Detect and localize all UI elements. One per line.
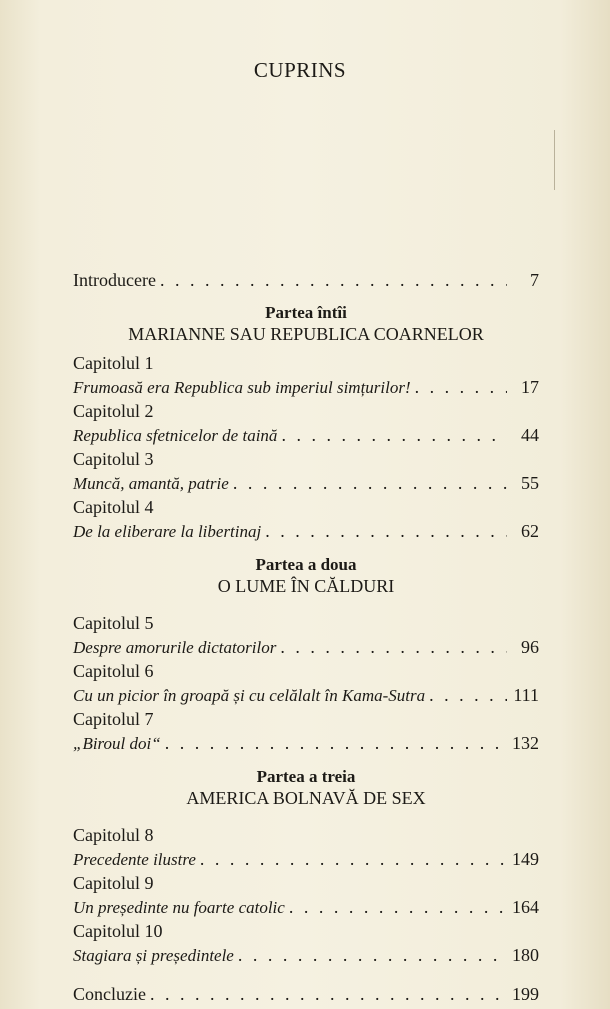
page-number: 164: [512, 897, 539, 917]
chapter-number: Capitolul 8: [73, 825, 154, 845]
chapter-title: De la eliberare la libertinaj: [73, 522, 262, 541]
page-number: 62: [521, 521, 539, 541]
chapter-title: Cu un picior în groapă și cu celălalt în Kama-Sutra: [73, 686, 426, 705]
chapter-title: „Biroul doi“: [73, 734, 161, 753]
toc-entry-chapter[interactable]: [73, 943, 539, 968]
part-title: AMERICA BOLNAVĂ DE SEX: [186, 788, 426, 808]
chapter-title: Muncă, amantă, patrie: [73, 474, 229, 493]
chapter-number: Capitolul 7: [73, 709, 154, 729]
chapter-list: [73, 824, 539, 968]
toc-entry-chapter[interactable]: [73, 423, 539, 448]
chapter-title: Republica sfetnicelor de taină: [73, 426, 278, 445]
part-title: O LUME ÎN CĂLDURI: [217, 576, 395, 596]
chapter-title: Precedente ilustre: [73, 850, 196, 869]
page-number: 132: [512, 733, 539, 753]
toc-entry-chapter[interactable]: [73, 519, 539, 544]
part-label: Partea a treia: [256, 767, 356, 786]
page-number: 149: [512, 849, 539, 869]
chapter-title: Stagiara și președintele: [73, 946, 234, 965]
toc-entry-chapter[interactable]: [73, 375, 539, 400]
table-of-contents: [73, 268, 539, 1006]
toc-entry-chapter[interactable]: [73, 847, 539, 872]
chapter-number: Capitolul 6: [73, 661, 154, 681]
dot-leader: [415, 375, 507, 399]
part-label: Partea a doua: [255, 555, 357, 574]
dot-leader: [200, 847, 507, 871]
dot-leader: [429, 683, 507, 707]
chapter-number: Capitolul 2: [73, 401, 154, 421]
dot-leader: [150, 982, 507, 1006]
dot-leader: [281, 423, 507, 447]
dot-leader: [238, 943, 507, 967]
page-number: 111: [513, 685, 539, 705]
page-number: 17: [521, 377, 539, 397]
toc-entry-chapter[interactable]: [73, 683, 539, 708]
part-heading: [73, 302, 539, 346]
dot-leader: [289, 895, 507, 919]
dot-leader: [160, 268, 507, 292]
toc-entry-chapter[interactable]: [73, 635, 539, 660]
toc-entry-conclusion[interactable]: [73, 982, 539, 1006]
part-title: MARIANNE SAU REPUBLICA COARNELOR: [128, 324, 484, 344]
chapter-title: Despre amorurile dictatorilor: [73, 638, 277, 657]
page-title: CUPRINS: [253, 58, 347, 82]
page-number: 44: [521, 425, 539, 445]
chapter-list: [73, 612, 539, 756]
page-number: 55: [521, 473, 539, 493]
dot-leader: [165, 731, 507, 755]
page-number: 199: [512, 984, 539, 1004]
chapter-number: Capitolul 10: [73, 921, 163, 941]
page-number: 180: [512, 945, 539, 965]
dot-leader: [265, 519, 507, 543]
chapter-title: Un președinte nu foarte catolic: [73, 898, 285, 917]
chapter-number: Capitolul 1: [73, 353, 154, 373]
page-number: 7: [530, 270, 539, 290]
entry-label: Introducere: [73, 270, 156, 290]
chapter-number: Capitolul 9: [73, 873, 154, 893]
page-number: 96: [521, 637, 539, 657]
bleed-through-mark: [554, 130, 555, 190]
chapter-list: [73, 352, 539, 544]
toc-entry-chapter[interactable]: [73, 731, 539, 756]
toc-entry-introduction[interactable]: [73, 268, 539, 292]
part-heading: [73, 554, 539, 598]
chapter-number: Capitolul 5: [73, 613, 154, 633]
toc-entry-chapter[interactable]: [73, 471, 539, 496]
dot-leader: [233, 471, 507, 495]
toc-entry-chapter[interactable]: [73, 895, 539, 920]
part-heading: [73, 766, 539, 810]
entry-label: Concluzie: [73, 984, 146, 1004]
chapter-number: Capitolul 3: [73, 449, 154, 469]
part-label: Partea întîi: [265, 303, 347, 322]
chapter-number: Capitolul 4: [73, 497, 154, 517]
dot-leader: [280, 635, 507, 659]
chapter-title: Frumoasă era Republica sub imperiul simțurilor!: [73, 378, 411, 397]
